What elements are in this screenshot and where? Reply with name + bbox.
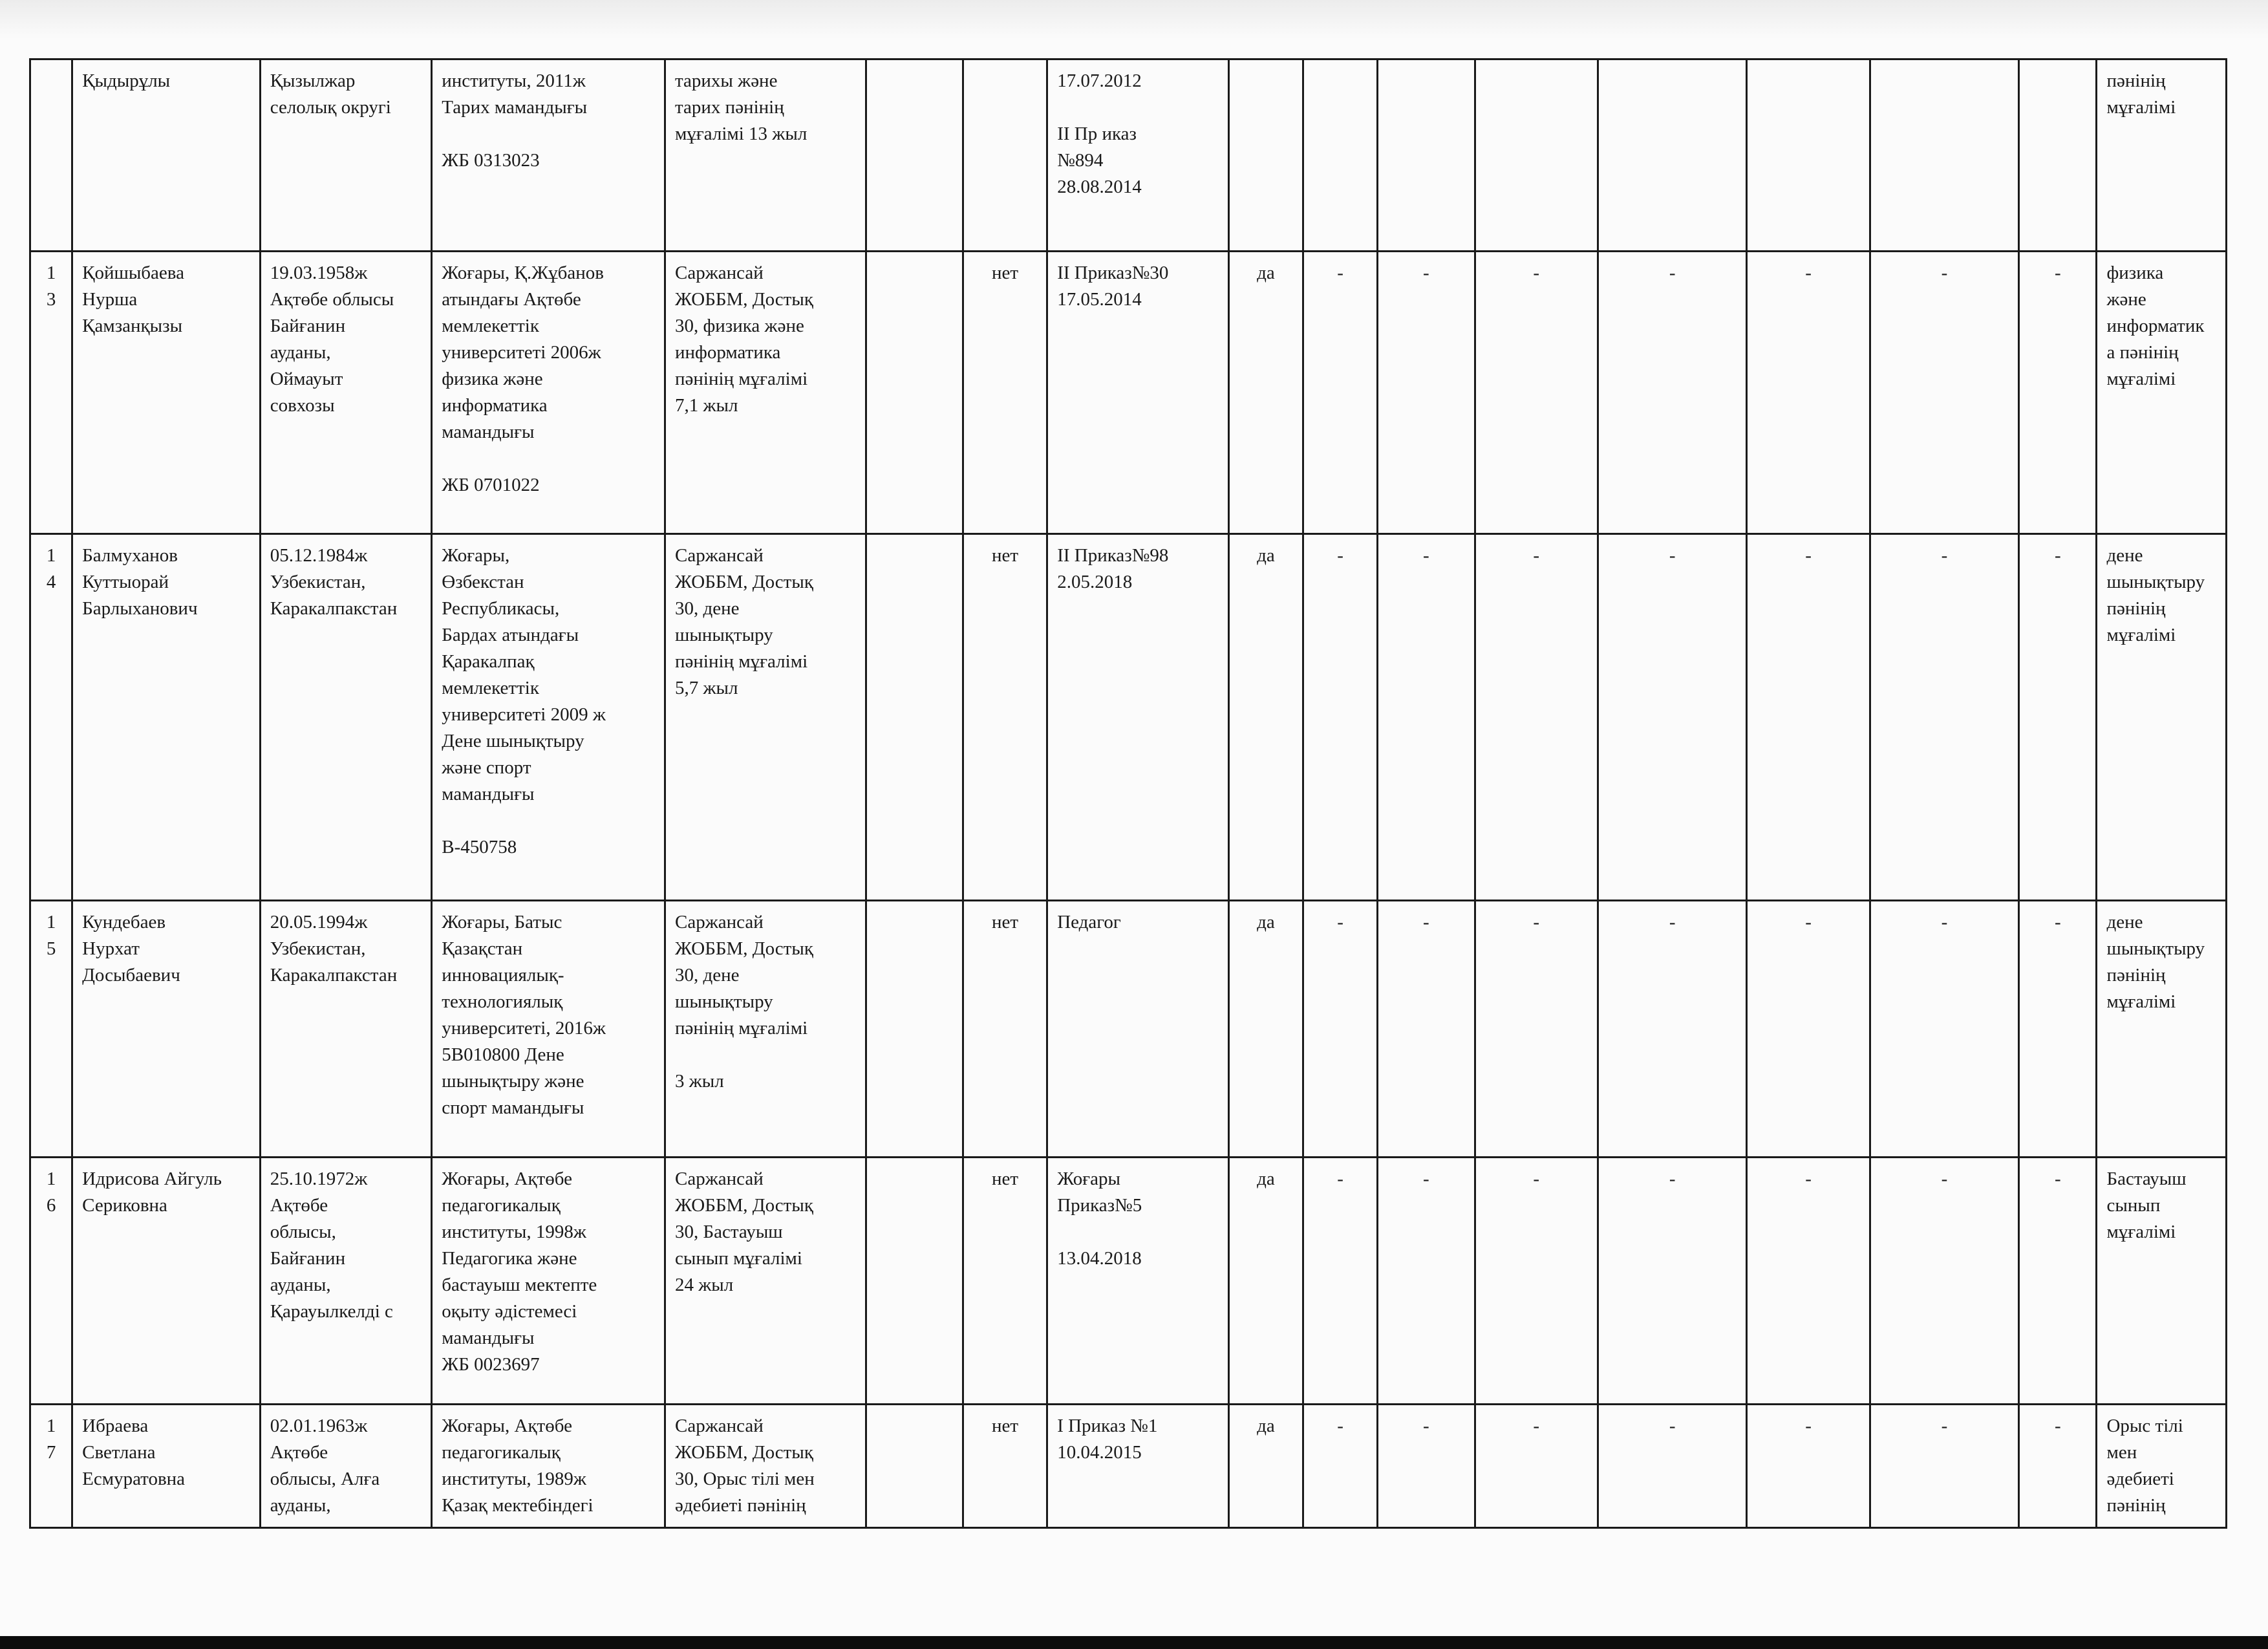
flag-net: нет bbox=[963, 252, 1047, 534]
empty-cell bbox=[866, 901, 963, 1158]
subject-info: дене шынықтыру пәнінің мұғалімі bbox=[2097, 534, 2227, 901]
teacher-name: Идрисова Айгуль Сериковна bbox=[72, 1158, 261, 1405]
dash-cell: - bbox=[1475, 1158, 1598, 1405]
education-info: Жоғары, Батыс Қазақстан инновациялық- технологиялық университеті, 2016ж 5В010800 Дене шынықтыру және спорт мамандығы bbox=[432, 901, 665, 1158]
dash-cell bbox=[1747, 59, 1870, 252]
flag-da: да bbox=[1228, 252, 1303, 534]
teacher-name: Кундебаев Нурхат Досыбаевич bbox=[72, 901, 261, 1158]
flag-da: да bbox=[1228, 1158, 1303, 1405]
dash-cell: - bbox=[1870, 534, 2018, 901]
dash-cell: - bbox=[1475, 252, 1598, 534]
flag-da: да bbox=[1228, 901, 1303, 1158]
education-info: Жоғары, Ақтөбе педагогикалық институты, 1989ж Қазақ мектебіндегі bbox=[432, 1405, 665, 1528]
education-info: Жоғары, Ақтөбе педагогикалық институты, 1998ж Педагогика және бастауыш мектепте оқыту әдістемесі мамандығы ЖБ 0023697 bbox=[432, 1158, 665, 1405]
subject-info: пәнінің мұғалімі bbox=[2097, 59, 2227, 252]
education-info: институты, 2011ж Тарих мамандығы ЖБ 0313023 bbox=[432, 59, 665, 252]
row-number: 1 3 bbox=[30, 252, 72, 534]
dash-cell: - bbox=[1747, 252, 1870, 534]
category-info: I Приказ №1 10.04.2015 bbox=[1047, 1405, 1229, 1528]
empty-cell bbox=[866, 59, 963, 252]
scan-bottom-edge bbox=[0, 1636, 2268, 1649]
dash-cell: - bbox=[1598, 901, 1746, 1158]
row-number: 1 7 bbox=[30, 1405, 72, 1528]
dash-cell: - bbox=[1747, 1158, 1870, 1405]
dash-cell: - bbox=[1598, 1158, 1746, 1405]
teacher-name: Ибраева Светлана Есмуратовна bbox=[72, 1405, 261, 1528]
workplace-info: Саржансай ЖОББМ, Достық 30, дене шынықтыру пәнінің мұғалімі 3 жыл bbox=[665, 901, 866, 1158]
dash-cell: - bbox=[1747, 534, 1870, 901]
workplace-info: Саржансай ЖОББМ, Достық 30, физика және информатика пәнінің мұғалімі 7,1 жыл bbox=[665, 252, 866, 534]
empty-cell bbox=[866, 1158, 963, 1405]
table-body bbox=[30, 59, 2227, 1528]
dash-cell bbox=[1870, 59, 2018, 252]
row-number: 1 6 bbox=[30, 1158, 72, 1405]
birth-info: 05.12.1984ж Узбекистан, Каракалпакстан bbox=[260, 534, 432, 901]
dash-cell: - bbox=[1378, 534, 1475, 901]
dash-cell: - bbox=[1475, 1405, 1598, 1528]
flag-net bbox=[963, 59, 1047, 252]
workplace-info: тарихы және тарих пәнінің мұғалімі 13 жыл bbox=[665, 59, 866, 252]
subject-info: физика және информатик а пәнінің мұғалімі bbox=[2097, 252, 2227, 534]
dash-cell bbox=[1378, 59, 1475, 252]
dash-cell: - bbox=[1870, 1405, 2018, 1528]
flag-net: нет bbox=[963, 1405, 1047, 1528]
education-info: Жоғары, Қ.Жұбанов атындағы Ақтөбе мемлекеттік университеті 2006ж физика және информатика мамандығы ЖБ 0701022 bbox=[432, 252, 665, 534]
subject-info: Бастауыш сынып мұғалімі bbox=[2097, 1158, 2227, 1405]
category-info: 17.07.2012 II Пр иказ №894 28.08.2014 bbox=[1047, 59, 1229, 252]
workplace-info: Саржансай ЖОББМ, Достық 30, Орыс тілі мен әдебиеті пәнінің bbox=[665, 1405, 866, 1528]
workplace-info: Саржансай ЖОББМ, Достық 30, Бастауыш сынып мұғалімі 24 жыл bbox=[665, 1158, 866, 1405]
dash-cell: - bbox=[1378, 1158, 1475, 1405]
subject-info: Орыс тілі мен әдебиеті пәнінің bbox=[2097, 1405, 2227, 1528]
table-row bbox=[30, 1158, 2227, 1405]
flag-da bbox=[1228, 59, 1303, 252]
birth-info: 20.05.1994ж Узбекистан, Каракалпакстан bbox=[260, 901, 432, 1158]
birth-info: Қызылжар селолық округі bbox=[260, 59, 432, 252]
teacher-name: Балмуханов Куттыорай Барлыханович bbox=[72, 534, 261, 901]
flag-da: да bbox=[1228, 1405, 1303, 1528]
dash-cell: - bbox=[1303, 534, 1378, 901]
dash-cell: - bbox=[2019, 534, 2097, 901]
teacher-name: Қойшыбаева Нурша Қамзанқызы bbox=[72, 252, 261, 534]
dash-cell: - bbox=[2019, 901, 2097, 1158]
education-info: Жоғары, Өзбекстан Республикасы, Бардах атындағы Қаракалпақ мемлекеттік университеті 2009 ж Дене шынықтыру және спорт мамандығы В-450758 bbox=[432, 534, 665, 901]
row-number: 1 5 bbox=[30, 901, 72, 1158]
dash-cell: - bbox=[2019, 1158, 2097, 1405]
empty-cell bbox=[866, 534, 963, 901]
dash-cell: - bbox=[2019, 252, 2097, 534]
birth-info: 25.10.1972ж Ақтөбе облысы, Байғанин ауданы, Қарауылкелді с bbox=[260, 1158, 432, 1405]
dash-cell bbox=[1598, 59, 1746, 252]
dash-cell: - bbox=[1303, 1405, 1378, 1528]
dash-cell: - bbox=[1378, 901, 1475, 1158]
teacher-roster-table bbox=[29, 58, 2227, 1529]
dash-cell: - bbox=[1378, 1405, 1475, 1528]
dash-cell: - bbox=[1747, 1405, 1870, 1528]
workplace-info: Саржансай ЖОББМ, Достық 30, дене шынықтыру пәнінің мұғалімі 5,7 жыл bbox=[665, 534, 866, 901]
dash-cell: - bbox=[1475, 901, 1598, 1158]
scan-top-shadow bbox=[0, 0, 2268, 39]
table-row bbox=[30, 534, 2227, 901]
dash-cell: - bbox=[1378, 252, 1475, 534]
dash-cell: - bbox=[1598, 534, 1746, 901]
table-row bbox=[30, 901, 2227, 1158]
flag-da: да bbox=[1228, 534, 1303, 901]
dash-cell bbox=[1475, 59, 1598, 252]
dash-cell: - bbox=[1303, 252, 1378, 534]
empty-cell bbox=[866, 252, 963, 534]
dash-cell: - bbox=[1870, 901, 2018, 1158]
dash-cell: - bbox=[2019, 1405, 2097, 1528]
dash-cell: - bbox=[1870, 1158, 2018, 1405]
teacher-name: Қыдырұлы bbox=[72, 59, 261, 252]
table-row bbox=[30, 59, 2227, 252]
table-row bbox=[30, 252, 2227, 534]
birth-info: 19.03.1958ж Ақтөбе облысы Байғанин ауданы, Оймауыт совхозы bbox=[260, 252, 432, 534]
dash-cell: - bbox=[1747, 901, 1870, 1158]
dash-cell: - bbox=[1303, 1158, 1378, 1405]
category-info: II Приказ№30 17.05.2014 bbox=[1047, 252, 1229, 534]
table-row bbox=[30, 1405, 2227, 1528]
category-info: Жоғары Приказ№5 13.04.2018 bbox=[1047, 1158, 1229, 1405]
dash-cell: - bbox=[1598, 1405, 1746, 1528]
row-number: 1 4 bbox=[30, 534, 72, 901]
dash-cell: - bbox=[1303, 901, 1378, 1158]
flag-net: нет bbox=[963, 901, 1047, 1158]
category-info: Педагог bbox=[1047, 901, 1229, 1158]
dash-cell: - bbox=[1475, 534, 1598, 901]
dash-cell bbox=[1303, 59, 1378, 252]
empty-cell bbox=[866, 1405, 963, 1528]
birth-info: 02.01.1963ж Ақтөбе облысы, Алға ауданы, bbox=[260, 1405, 432, 1528]
dash-cell: - bbox=[1870, 252, 2018, 534]
subject-info: дене шынықтыру пәнінің мұғалімі bbox=[2097, 901, 2227, 1158]
dash-cell bbox=[2019, 59, 2097, 252]
dash-cell: - bbox=[1598, 252, 1746, 534]
category-info: II Приказ№98 2.05.2018 bbox=[1047, 534, 1229, 901]
flag-net: нет bbox=[963, 534, 1047, 901]
row-number bbox=[30, 59, 72, 252]
flag-net: нет bbox=[963, 1158, 1047, 1405]
